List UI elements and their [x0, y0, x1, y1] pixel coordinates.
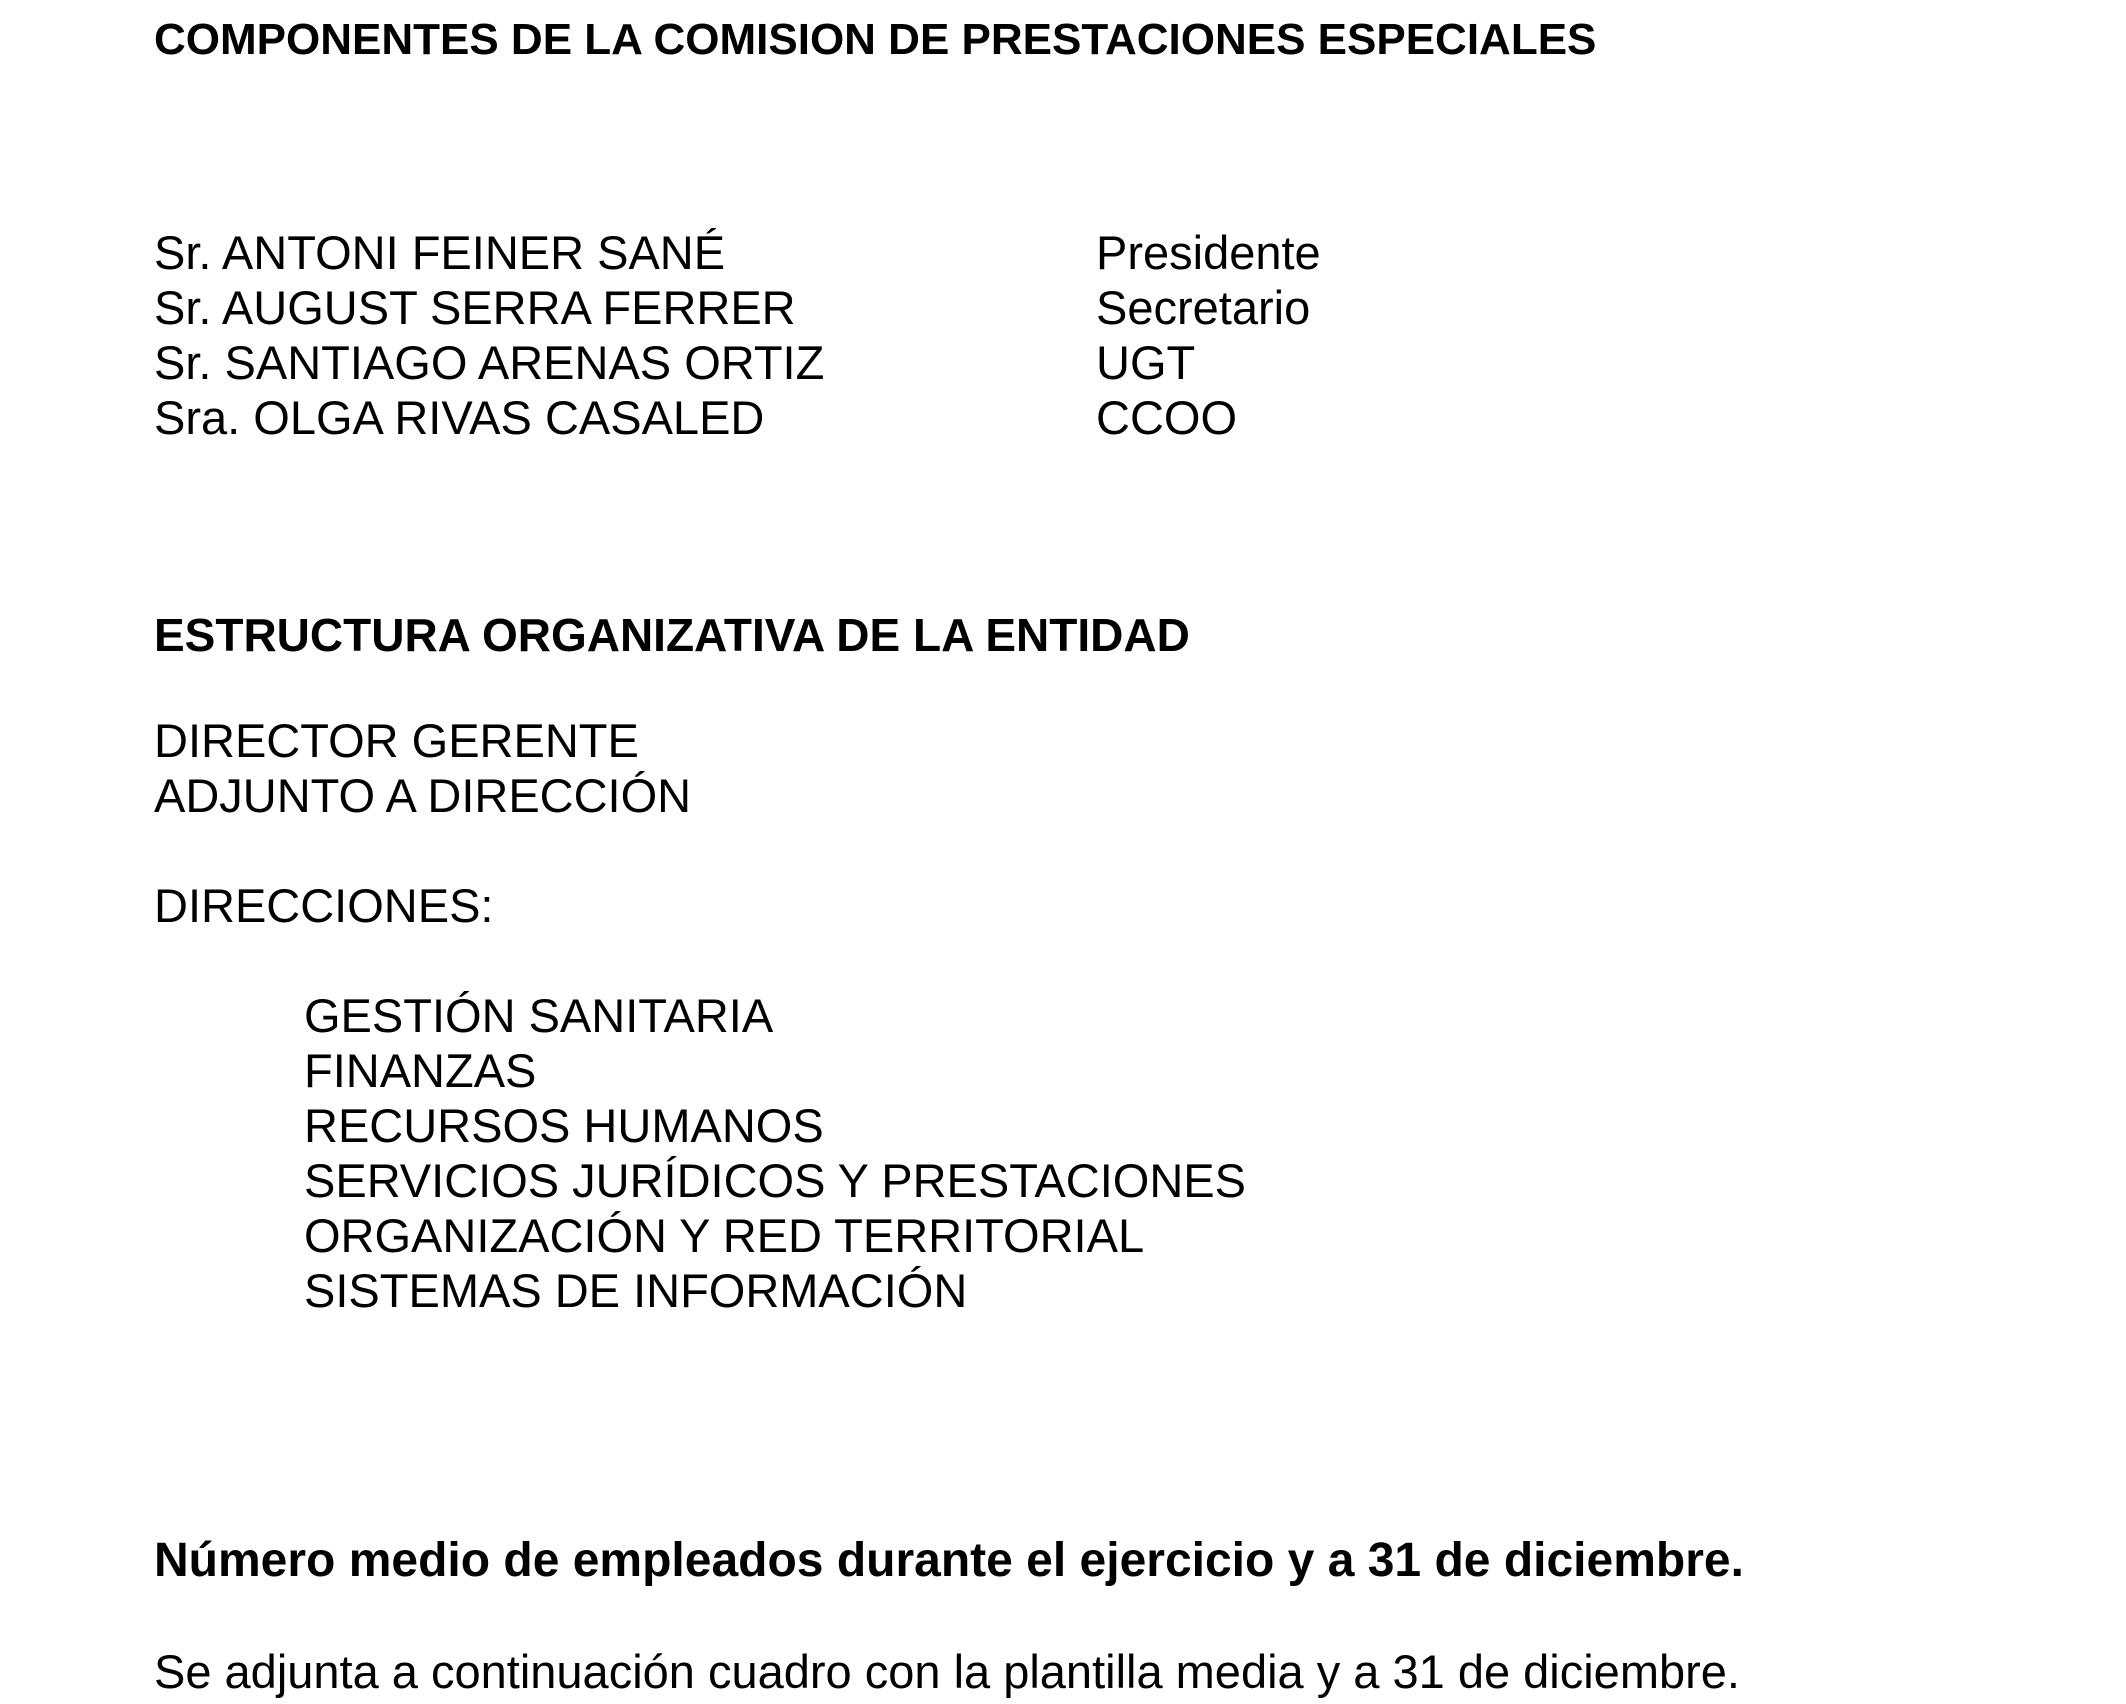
- employees-text: Se adjunta a continuación cuadro con la plantilla media y a 31 de diciembre.: [154, 1645, 1740, 1698]
- direction-item: RECURSOS HUMANOS: [304, 1099, 824, 1152]
- structure-heading: ESTRUCTURA ORGANIZATIVA DE LA ENTIDAD: [154, 609, 1190, 661]
- member-role: Presidente: [1096, 226, 1321, 279]
- direction-item: SISTEMAS DE INFORMACIÓN: [304, 1264, 968, 1317]
- member-name: Sr. AUGUST SERRA FERRER: [154, 281, 796, 334]
- commission-heading: COMPONENTES DE LA COMISION DE PRESTACIONES ESPECIALES: [154, 15, 1597, 64]
- top-position: ADJUNTO A DIRECCIÓN: [154, 769, 692, 822]
- member-role: UGT: [1096, 336, 1196, 389]
- member-role: Secretario: [1096, 281, 1311, 334]
- direction-item: FINANZAS: [304, 1044, 537, 1097]
- member-role: CCOO: [1096, 391, 1237, 444]
- member-name: Sr. ANTONI FEINER SANÉ: [154, 226, 726, 279]
- member-name: Sra. OLGA RIVAS CASALED: [154, 391, 765, 444]
- member-name: Sr. SANTIAGO ARENAS ORTIZ: [154, 336, 825, 389]
- direction-item: ORGANIZACIÓN Y RED TERRITORIAL: [304, 1209, 1145, 1262]
- employees-heading: Número medio de empleados durante el ejercicio y a 31 de diciembre.: [154, 1534, 1744, 1587]
- direction-item: SERVICIOS JURÍDICOS Y PRESTACIONES: [304, 1154, 1246, 1207]
- directions-label: DIRECCIONES:: [154, 879, 494, 932]
- direction-item: GESTIÓN SANITARIA: [304, 989, 774, 1042]
- top-position: DIRECTOR GERENTE: [154, 714, 639, 767]
